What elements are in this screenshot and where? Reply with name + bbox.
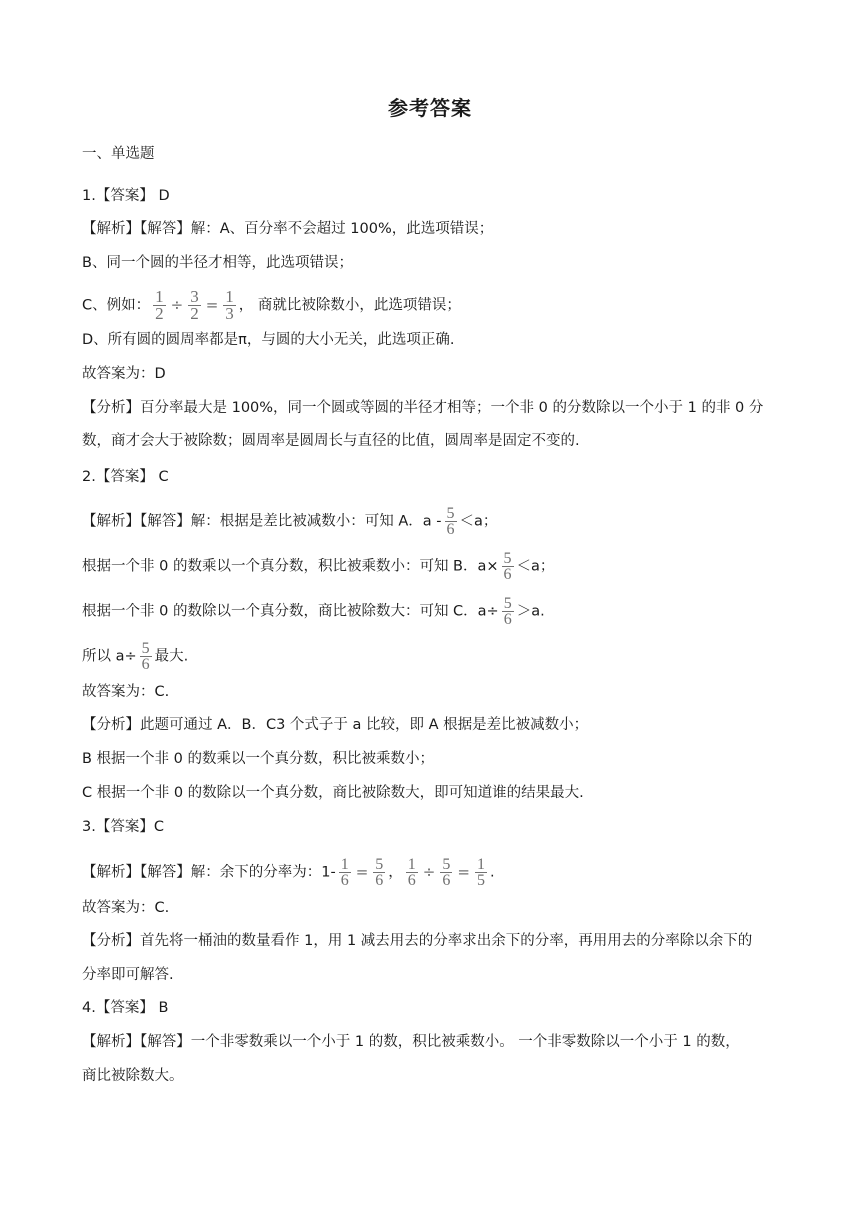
q2-l2-suffix: ＜a； — [516, 558, 555, 575]
section-heading: 一、单选题 — [82, 146, 155, 162]
q2-l3-prefix: 根据一个非 0 的数除以一个真分数，商比被除数大：可知 C．a÷ — [82, 603, 499, 620]
fraction-denominator: 6 — [375, 872, 384, 889]
fraction-denominator: 6 — [340, 872, 349, 889]
fraction-numerator: 5 — [375, 856, 384, 873]
q1-analysis-line-4: D、所有圆的圆周率都是π，与圆的大小无关，此选项正确. — [82, 332, 455, 348]
fraction-denominator: 6 — [141, 656, 150, 673]
q3-comma: ， — [388, 864, 403, 881]
q3-end: . — [489, 864, 495, 881]
equals-symbol: = — [205, 295, 219, 314]
fraction-denominator: 6 — [446, 521, 455, 538]
q2-answer: 2.【答案】 C — [82, 469, 169, 485]
fraction-denominator: 6 — [503, 611, 512, 628]
q2-analysis-line-3 — [82, 596, 545, 627]
q1-fraction-3 — [223, 289, 236, 322]
fraction-numerator: 5 — [446, 505, 455, 522]
fraction-numerator: 5 — [503, 550, 512, 567]
q2-l4-suffix: 最大. — [154, 648, 189, 665]
q1-analysis-line-3 — [82, 289, 461, 322]
q2-analysis-line-2 — [82, 551, 554, 582]
q1-answer: 1.【答案】 D — [82, 188, 170, 204]
divide-symbol: ÷ — [422, 862, 436, 881]
q2-fenxi-line-2: B 根据一个非 0 的数乘以一个真分数，积比被乘数小； — [82, 751, 434, 767]
q3-fraction-3 — [406, 857, 418, 888]
fraction-denominator: 6 — [442, 872, 451, 889]
q2-l2-prefix: 根据一个非 0 的数乘以一个真分数，积比被乘数小：可知 B．a× — [82, 558, 499, 575]
q4-answer: 4.【答案】 B — [82, 1000, 169, 1016]
q1-analysis-line-2: B、同一个圆的半径才相等，此选项错误； — [82, 255, 353, 271]
q3-answer: 3.【答案】C — [82, 819, 164, 835]
q3-prefix: 【解析】【解答】解：余下的分率为：1- — [82, 864, 336, 881]
fraction-denominator: 2 — [190, 304, 199, 323]
fraction-denominator: 6 — [407, 872, 416, 889]
fraction-denominator: 6 — [503, 566, 512, 583]
q2-fenxi-line-3: C 根据一个非 0 的数除以一个真分数，商比被除数大，即可知道谁的结果最大. — [82, 785, 584, 801]
fraction-numerator: 5 — [141, 640, 150, 657]
q3-analysis-line — [82, 857, 495, 888]
q2-fenxi-line-1: 【分析】此题可通过 A．B．C3 个式子于 a 比较，即 A 根据是差比被减数小； — [82, 717, 589, 733]
q3-fraction-2 — [373, 857, 385, 888]
fraction-numerator: 5 — [503, 595, 512, 612]
q3-fenxi-line-1: 【分析】首先将一桶油的数量看作 1，用 1 减去用去的分率求出余下的分率，再用用去的分率除以余下的 — [82, 933, 753, 949]
q2-analysis-line-4 — [82, 641, 188, 672]
q1-fraction-2 — [188, 289, 201, 322]
fraction-numerator: 1 — [225, 287, 234, 306]
fraction-denominator: 5 — [476, 872, 485, 889]
q2-fraction — [502, 551, 514, 582]
q1-fraction-1 — [153, 289, 166, 322]
q3-conclusion: 故答案为：C. — [82, 900, 170, 916]
fraction-numerator: 1 — [407, 856, 416, 873]
q4-analysis-line-1: 【解析】【解答】一个非零数乘以一个小于 1 的数，积比被乘数小。 一个非零数除以一个小于 1 的数， — [82, 1034, 740, 1050]
q3-fraction-4 — [440, 857, 452, 888]
q2-l4-prefix: 所以 a÷ — [82, 648, 137, 665]
fraction-denominator: 2 — [155, 304, 164, 323]
q2-analysis-line-1 — [82, 506, 497, 537]
fraction-numerator: 3 — [190, 287, 199, 306]
divide-symbol: ÷ — [170, 295, 184, 314]
q2-fraction — [140, 641, 152, 672]
q3-fraction-5 — [475, 857, 487, 888]
fraction-numerator: 1 — [476, 856, 485, 873]
page-title: 参考答案 — [388, 96, 472, 120]
q2-conclusion: 故答案为：C. — [82, 684, 170, 700]
q2-fraction — [445, 506, 457, 537]
q3-fraction-1 — [339, 857, 351, 888]
q2-l1-prefix: 【解析】【解答】解：根据是差比被减数小：可知 A．a - — [82, 513, 442, 530]
fraction-numerator: 1 — [340, 856, 349, 873]
fraction-denominator: 3 — [225, 304, 234, 323]
q1-c-prefix: C、例如： — [82, 297, 151, 314]
q1-c-suffix: ， 商就比被除数小，此选项错误； — [238, 297, 461, 314]
q2-l1-suffix: ＜a； — [459, 513, 498, 530]
q1-analysis-line-1: 【解析】【解答】解：A、百分率不会超过 100%，此选项错误； — [82, 221, 494, 237]
q4-analysis-line-2: 商比被除数大。 — [82, 1068, 184, 1084]
q1-fenxi-line-1: 【分析】百分率最大是 100%，同一个圆或等圆的半径才相等；一个非 0 的分数除以一个小于 1 的非 0 分 — [82, 400, 764, 416]
q2-fraction — [502, 596, 514, 627]
equals-symbol: = — [355, 862, 369, 881]
q3-fenxi-line-2: 分率即可解答. — [82, 967, 174, 983]
q1-conclusion: 故答案为：D — [82, 366, 166, 382]
fraction-numerator: 5 — [442, 856, 451, 873]
equals-symbol: = — [457, 862, 470, 881]
fraction-numerator: 1 — [155, 287, 164, 306]
q1-fenxi-line-2: 数，商才会大于被除数；圆周率是圆周长与直径的比值，圆周率是固定不变的. — [82, 433, 580, 449]
q2-l3-suffix: ＞a. — [516, 603, 545, 620]
